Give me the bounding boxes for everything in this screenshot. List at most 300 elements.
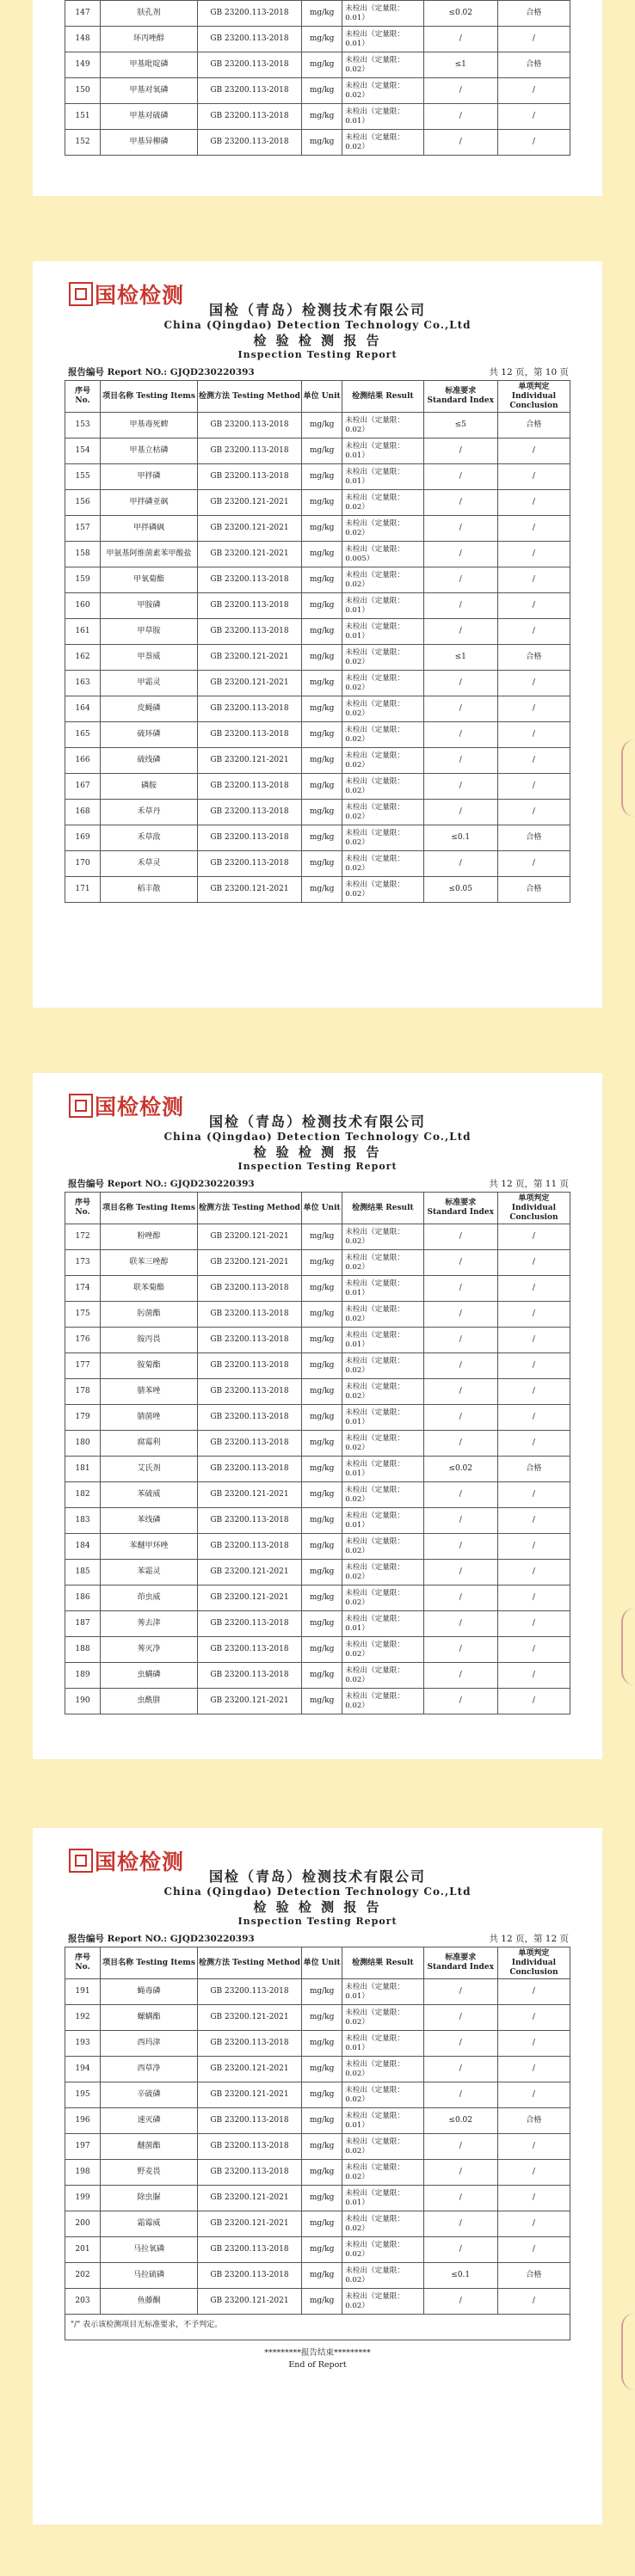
cell-result: 未检出（定量限：0.02） [342,78,423,104]
cell-unit: mg/kg [302,516,342,542]
cell-std: / [423,1979,497,2005]
cell-no: 195 [65,2082,101,2108]
cell-no: 150 [65,78,101,104]
cell-std: / [423,1611,497,1637]
report-title-cn: 检 验 检 测 报 告 [253,333,382,348]
cell-std: / [423,671,497,696]
header-result: 检测结果 Result [342,1947,423,1979]
table-row [65,2211,570,2237]
cell-std: ≤0.02 [423,2108,497,2134]
cell-result: 未检出（定量限：0.02） [342,2289,423,2315]
cell-method: GB 23200.113-2018 [197,464,301,490]
table-row [65,1276,570,1302]
cell-method: GB 23200.113-2018 [197,439,301,464]
cell-conc: / [497,1405,570,1431]
cell-unit: mg/kg [302,2237,342,2263]
cell-conc: / [497,671,570,696]
cell-unit: mg/kg [302,1689,342,1714]
cell-std: / [423,1224,497,1250]
cell-unit: mg/kg [302,27,342,52]
cell-method: GB 23200.113-2018 [197,1431,301,1457]
table-row [65,1560,570,1585]
cell-result: 未检出（定量限：0.02） [342,130,423,156]
cell-std: / [423,2031,497,2057]
header-unit: 单位 Unit [302,1947,342,1979]
table-row [65,851,570,877]
cell-method: GB 23200.113-2018 [197,104,301,130]
cell-conc: / [497,1482,570,1508]
cell-result: 未检出（定量限：0.01） [342,104,423,130]
cell-conc: / [497,1689,570,1714]
cell-method: GB 23200.121-2021 [197,748,301,774]
cell-std: / [423,1250,497,1276]
cell-item: 甲拌磷亚砜 [101,490,198,516]
cell-unit: mg/kg [302,52,342,78]
cell-no: 165 [65,722,101,748]
cell-conc: / [497,1585,570,1611]
cell-unit: mg/kg [302,774,342,800]
cell-std: / [423,800,497,825]
cell-no: 155 [65,464,101,490]
company-name-cn: 国检（青岛）检测技术有限公司 [208,302,426,318]
cell-item: 鱼藤酮 [101,2289,198,2315]
cell-result: 未检出（定量限：0.02） [342,671,423,696]
table-row [65,748,570,774]
cell-result: 未检出（定量限：0.01） [342,1457,423,1482]
cell-method: GB 23200.113-2018 [197,2160,301,2186]
cell-conc: / [497,542,570,567]
cell-item: 硫环磷 [101,722,198,748]
cell-method: GB 23200.113-2018 [197,2237,301,2263]
table-row [65,1328,570,1353]
cell-no: 184 [65,1534,101,1560]
cell-conc: / [497,774,570,800]
table-row [65,1637,570,1663]
cell-result: 未检出（定量限：0.02） [342,2211,423,2237]
cell-no: 186 [65,1585,101,1611]
cell-std: / [423,851,497,877]
page-indicator: 共 12 页，第 12 页 [489,1934,569,1944]
cell-std: / [423,696,497,722]
cell-no: 194 [65,2057,101,2082]
cell-item: 禾草灵 [101,851,198,877]
cell-unit: mg/kg [302,2031,342,2057]
cell-conc: / [497,1431,570,1457]
cell-unit: mg/kg [302,1405,342,1431]
table-row [65,1431,570,1457]
cell-conc: / [497,490,570,516]
cell-item: 苯醚甲环唑 [101,1534,198,1560]
table-row [65,1250,570,1276]
cell-std: / [423,2211,497,2237]
cell-std: ≤5 [423,413,497,439]
cell-std: / [423,2289,497,2315]
cell-item: 环丙唑醇 [101,27,198,52]
cell-conc: / [497,1560,570,1585]
cell-result: 未检出（定量限：0.02） [342,567,423,593]
header-conc: 单项判定 Individual Conclusion [497,381,570,413]
cell-method: GB 23200.121-2021 [197,516,301,542]
cell-conc: 合格 [497,2263,570,2289]
table-row [65,78,570,104]
cell-std: / [423,1302,497,1328]
cell-no: 171 [65,877,101,903]
cell-method: GB 23200.113-2018 [197,1611,301,1637]
company-name-cn: 国检（青岛）检测技术有限公司 [208,1868,426,1885]
cell-std: / [423,2057,497,2082]
cell-conc: 合格 [497,645,570,671]
cell-unit: mg/kg [302,1637,342,1663]
cell-std: / [423,104,497,130]
table-row [65,1224,570,1250]
cell-item: 西玛津 [101,2031,198,2057]
cell-conc: / [497,2186,570,2211]
cell-item: 莠灭净 [101,1637,198,1663]
table-row [65,2134,570,2160]
cell-result: 未检出（定量限：0.01） [342,1979,423,2005]
cell-unit: mg/kg [302,130,342,156]
cell-method: GB 23200.121-2021 [197,2289,301,2315]
cell-conc: / [497,2289,570,2315]
cell-result: 未检出（定量限：0.02） [342,52,423,78]
cell-conc: / [497,1663,570,1689]
cell-unit: mg/kg [302,2160,342,2186]
cell-conc: 合格 [497,1457,570,1482]
cell-conc: / [497,1328,570,1353]
cell-conc: / [497,619,570,645]
cell-result: 未检出（定量限：0.01） [342,1508,423,1534]
header-std: 标准要求 Standard Index [423,1193,497,1224]
cell-no: 163 [65,671,101,696]
cell-no: 175 [65,1302,101,1328]
cell-conc: / [497,696,570,722]
cell-item: 苯线磷 [101,1508,198,1534]
cell-unit: mg/kg [302,593,342,619]
cell-no: 203 [65,2289,101,2315]
cell-conc: 合格 [497,825,570,851]
cell-method: GB 23200.121-2021 [197,2082,301,2108]
results-table [65,1947,570,2315]
cell-no: 164 [65,696,101,722]
cell-result: 未检出（定量限：0.01） [342,1,423,27]
cell-std: / [423,1508,497,1534]
cell-conc: / [497,78,570,104]
cell-conc: 合格 [497,52,570,78]
cell-unit: mg/kg [302,2108,342,2134]
results-table [65,0,570,156]
report-page-12 [33,1828,602,2524]
end-of-report [65,2347,570,2371]
cell-no: 149 [65,52,101,78]
cell-no: 190 [65,1689,101,1714]
cell-no: 173 [65,1250,101,1276]
cell-conc: / [497,2057,570,2082]
cell-item: 辛硫磷 [101,2082,198,2108]
cell-result: 未检出（定量限：0.01） [342,1611,423,1637]
cell-unit: mg/kg [302,1508,342,1534]
cell-no: 156 [65,490,101,516]
cell-std: / [423,2237,497,2263]
cell-method: GB 23200.113-2018 [197,1534,301,1560]
cell-no: 191 [65,1979,101,2005]
header-result: 检测结果 Result [342,381,423,413]
cell-unit: mg/kg [302,1,342,27]
header-method: 检测方法 Testing Method [197,1947,301,1979]
table-row [65,722,570,748]
cell-std: ≤1 [423,645,497,671]
table-row [65,2160,570,2186]
report-number: 报告编号 Report NO.: GJQD230220393 [68,1934,255,1944]
table-row [65,619,570,645]
cell-result: 未检出（定量限：0.01） [342,2031,423,2057]
cell-method: GB 23200.121-2021 [197,2005,301,2031]
cell-unit: mg/kg [302,1457,342,1482]
cell-no: 151 [65,104,101,130]
cell-result: 未检出（定量限：0.02） [342,1585,423,1611]
cell-std: / [423,1689,497,1714]
cell-method: GB 23200.113-2018 [197,1276,301,1302]
cell-std: / [423,722,497,748]
cell-conc: / [497,1353,570,1379]
report-meta [65,1932,570,1947]
table-row [65,516,570,542]
cell-no: 196 [65,2108,101,2134]
cell-std: / [423,593,497,619]
cell-no: 197 [65,2134,101,2160]
table-row [65,490,570,516]
cell-unit: mg/kg [302,748,342,774]
cell-item: 联苯三唑醇 [101,1250,198,1276]
cell-unit: mg/kg [302,2005,342,2031]
table-row [65,2057,570,2082]
cell-method: GB 23200.121-2021 [197,542,301,567]
cell-unit: mg/kg [302,722,342,748]
cell-std: / [423,774,497,800]
cell-conc: / [497,748,570,774]
cell-unit: mg/kg [302,2211,342,2237]
cell-item: 胺丙畏 [101,1328,198,1353]
table-row [65,413,570,439]
header-result: 检测结果 Result [342,1193,423,1224]
cell-result: 未检出（定量限：0.02） [342,645,423,671]
report-number: 报告编号 Report NO.: GJQD230220393 [68,1179,255,1189]
cell-item: 霜霉威 [101,2211,198,2237]
cell-item: 联苯菊酯 [101,1276,198,1302]
cell-item: 腈菌唑 [101,1405,198,1431]
cell-no: 183 [65,1508,101,1534]
cell-item: 虫螨磷 [101,1663,198,1689]
company-logo: 国检检测 [69,1090,184,1121]
cell-unit: mg/kg [302,2057,342,2082]
cell-no: 202 [65,2263,101,2289]
cell-conc: / [497,1224,570,1250]
header-conc: 单项判定 Individual Conclusion [497,1947,570,1979]
cell-result: 未检出（定量限：0.02） [342,413,423,439]
cell-no: 153 [65,413,101,439]
cell-item: 皮蝇磷 [101,696,198,722]
cell-item: 肤孔剂 [101,1,198,27]
cell-method: GB 23200.113-2018 [197,851,301,877]
company-logo: 国检检测 [69,1845,184,1876]
cell-result: 未检出（定量限：0.02） [342,2237,423,2263]
cell-method: GB 23200.113-2018 [197,1637,301,1663]
cell-std: / [423,542,497,567]
cell-method: GB 23200.113-2018 [197,1457,301,1482]
table-row [65,2263,570,2289]
table-row [65,2082,570,2108]
cell-item: 甲基异柳磷 [101,130,198,156]
cell-item: 甲胺磷 [101,593,198,619]
cell-conc: / [497,104,570,130]
cell-method: GB 23200.113-2018 [197,1,301,27]
cell-unit: mg/kg [302,2082,342,2108]
table-row [65,2031,570,2057]
cell-item: 腈苯唑 [101,1379,198,1405]
cell-conc: / [497,464,570,490]
cell-item: 速灭磷 [101,2108,198,2134]
table-row [65,1979,570,2005]
cell-conc: / [497,567,570,593]
cell-item: 甲基毒死蜱 [101,413,198,439]
cell-std: / [423,1276,497,1302]
cell-unit: mg/kg [302,104,342,130]
cell-result: 未检出（定量限：0.02） [342,825,423,851]
cell-method: GB 23200.113-2018 [197,567,301,593]
company-name-en: China (Qingdao) Detection Technology Co.,Ltd [163,1131,472,1143]
table-row [65,1302,570,1328]
cell-item: 甲霜灵 [101,671,198,696]
cell-method: GB 23200.121-2021 [197,490,301,516]
cell-result: 未检出（定量限：0.02） [342,877,423,903]
table-row [65,130,570,156]
cell-unit: mg/kg [302,2263,342,2289]
table-row [65,2005,570,2031]
table-row [65,593,570,619]
cell-method: GB 23200.113-2018 [197,1663,301,1689]
table-row [65,567,570,593]
cell-result: 未检出（定量限：0.02） [342,696,423,722]
table-row [65,1534,570,1560]
cell-result: 未检出（定量限：0.02） [342,1663,423,1689]
cell-std: / [423,1405,497,1431]
cell-method: GB 23200.113-2018 [197,2134,301,2160]
cell-result: 未检出（定量限：0.01） [342,619,423,645]
cell-unit: mg/kg [302,645,342,671]
report-meta [65,1177,570,1192]
cell-conc: / [497,1508,570,1534]
cell-method: GB 23200.121-2021 [197,2057,301,2082]
cell-result: 未检出（定量限：0.01） [342,1328,423,1353]
logo-mark-icon [69,282,93,306]
cell-unit: mg/kg [302,439,342,464]
cell-method: GB 23200.121-2021 [197,877,301,903]
cell-result: 未检出（定量限：0.02） [342,1250,423,1276]
cell-method: GB 23200.113-2018 [197,27,301,52]
cell-method: GB 23200.113-2018 [197,1979,301,2005]
cell-result: 未检出（定量限：0.02） [342,2263,423,2289]
cell-method: GB 23200.113-2018 [197,774,301,800]
cell-result: 未检出（定量限：0.02） [342,516,423,542]
cell-unit: mg/kg [302,1379,342,1405]
table-row [65,671,570,696]
table-row [65,2237,570,2263]
cell-unit: mg/kg [302,1611,342,1637]
cell-method: GB 23200.121-2021 [197,1482,301,1508]
cell-result: 未检出（定量限：0.02） [342,1689,423,1714]
cell-conc: / [497,851,570,877]
cell-std: / [423,490,497,516]
cell-unit: mg/kg [302,1585,342,1611]
cell-method: GB 23200.113-2018 [197,800,301,825]
cell-result: 未检出（定量限：0.01） [342,464,423,490]
cell-method: GB 23200.121-2021 [197,2211,301,2237]
cell-conc: / [497,2082,570,2108]
header-std: 标准要求 Standard Index [423,1947,497,1979]
header-no: 序号 No. [65,1947,101,1979]
cell-no: 148 [65,27,101,52]
cell-method: GB 23200.113-2018 [197,78,301,104]
table-row [65,2108,570,2134]
cell-unit: mg/kg [302,1302,342,1328]
end-marker-en: End of Report [288,2360,347,2370]
table-row [65,877,570,903]
results-table [65,1192,570,1714]
cell-conc: / [497,2160,570,2186]
table-row [65,1,570,27]
cell-item: 稻丰散 [101,877,198,903]
cell-result: 未检出（定量限：0.02） [342,1224,423,1250]
cell-unit: mg/kg [302,1250,342,1276]
cell-no: 180 [65,1431,101,1457]
cell-result: 未检出（定量限：0.02） [342,1379,423,1405]
cell-no: 166 [65,748,101,774]
table-row [65,464,570,490]
cell-unit: mg/kg [302,1353,342,1379]
cell-item: 除虫脲 [101,2186,198,2211]
cell-item: 硫线磷 [101,748,198,774]
seal-fragment-icon [621,1608,635,1685]
cell-unit: mg/kg [302,671,342,696]
cell-no: 172 [65,1224,101,1250]
cell-unit: mg/kg [302,1482,342,1508]
cell-no: 176 [65,1328,101,1353]
cell-conc: / [497,1379,570,1405]
cell-std: / [423,1637,497,1663]
cell-unit: mg/kg [302,1328,342,1353]
cell-no: 162 [65,645,101,671]
cell-std: / [423,464,497,490]
header-conc: 单项判定 Individual Conclusion [497,1193,570,1224]
cell-no: 192 [65,2005,101,2031]
cell-unit: mg/kg [302,464,342,490]
results-table [65,380,570,903]
report-title-en: Inspection Testing Report [237,349,398,360]
cell-item: 甲基立枯磷 [101,439,198,464]
cell-item: 甲萘威 [101,645,198,671]
cell-no: 193 [65,2031,101,2057]
cell-conc: / [497,2031,570,2057]
cell-method: GB 23200.121-2021 [197,1250,301,1276]
cell-method: GB 23200.121-2021 [197,1560,301,1585]
cell-item: 甲草胺 [101,619,198,645]
report-title-en: Inspection Testing Report [237,1161,398,1172]
cell-std: / [423,619,497,645]
cell-item: 甲氧菊酯 [101,567,198,593]
table-row [65,1482,570,1508]
cell-unit: mg/kg [302,2289,342,2315]
cell-unit: mg/kg [302,851,342,877]
cell-item: 甲拌磷 [101,464,198,490]
